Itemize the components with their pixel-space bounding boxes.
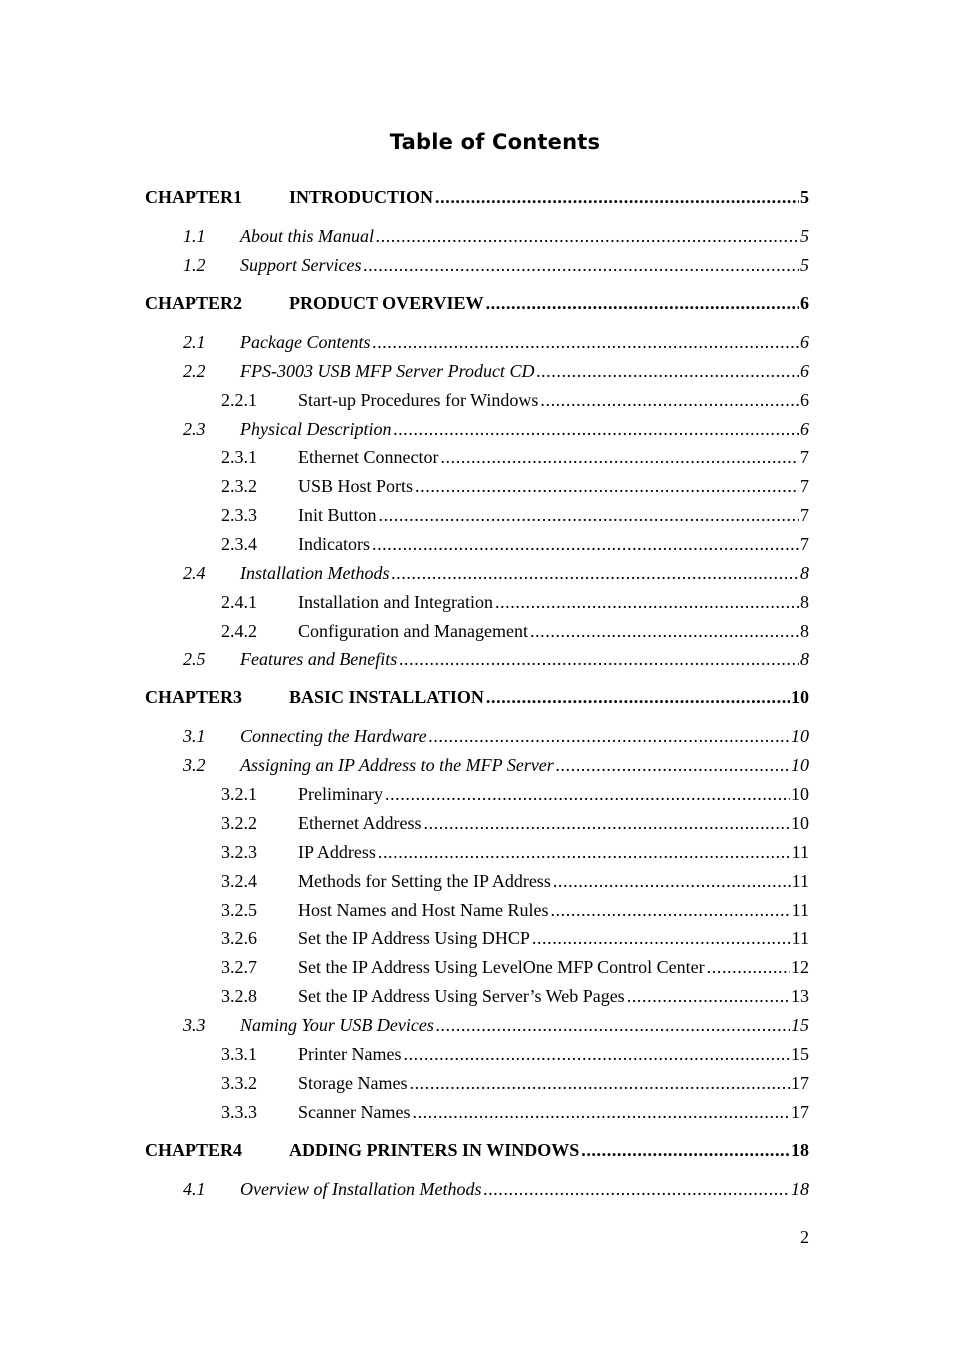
- entry-number: 3.3: [183, 1015, 206, 1035]
- entry-number: 3.2.7: [221, 957, 257, 977]
- entry-title: Assigning an IP Address to the MFP Server: [240, 755, 554, 775]
- toc-subsection-2-4-2[interactable]: [221, 619, 809, 643]
- entry-title: Host Names and Host Name Rules: [298, 900, 549, 920]
- entry-number: 3.2.4: [221, 871, 257, 891]
- entry-page: 7: [800, 447, 809, 467]
- entry-page: 8: [800, 592, 809, 612]
- entry-page: 13: [791, 986, 809, 1006]
- entry-number: 3.2.5: [221, 900, 257, 920]
- entry-page: 10: [791, 813, 809, 833]
- toc-subsection-2-3-4[interactable]: [221, 532, 809, 556]
- dot-leader: [379, 503, 799, 527]
- toc-section-2-1[interactable]: [183, 330, 809, 354]
- entry-title: Connecting the Hardware: [240, 726, 427, 746]
- entry-number: 2.2.1: [221, 390, 257, 410]
- entry-page: 12: [791, 957, 809, 977]
- entry-title: Features and Benefits: [240, 649, 398, 669]
- entry-title: Ethernet Connector: [298, 447, 439, 467]
- entry-title: Ethernet Address: [298, 813, 422, 833]
- entry-number: 2.3.1: [221, 447, 257, 467]
- dot-leader: [556, 753, 790, 777]
- entry-number: CHAPTER2: [145, 293, 243, 313]
- entry-page: 7: [800, 505, 809, 525]
- entry-title: Physical Description: [240, 419, 392, 439]
- entry-page: 6: [800, 332, 809, 352]
- dot-leader: [385, 782, 790, 806]
- entry-page: 11: [791, 900, 809, 920]
- entry-number: CHAPTER1: [145, 187, 243, 207]
- dot-leader: [486, 685, 790, 709]
- toc-subsection-3-2-4[interactable]: [221, 869, 809, 893]
- entry-title: FPS-3003 USB MFP Server Product CD: [240, 361, 535, 381]
- toc-section-1-2[interactable]: [183, 253, 809, 277]
- dot-leader: [378, 840, 791, 864]
- toc-subsection-2-3-3[interactable]: [221, 503, 809, 527]
- entry-number: 3.3.1: [221, 1044, 257, 1064]
- toc-subsection-3-2-8[interactable]: [221, 984, 809, 1008]
- toc-subsection-3-3-3[interactable]: [221, 1100, 809, 1124]
- entry-number: 2.2: [183, 361, 206, 381]
- entry-page: 6: [800, 361, 809, 381]
- entry-number: 2.4: [183, 563, 206, 583]
- toc-chapter-2[interactable]: [145, 291, 809, 315]
- entry-title: Configuration and Management: [298, 621, 528, 641]
- dot-leader: [393, 417, 799, 441]
- entry-number: 2.3: [183, 419, 206, 439]
- toc-subsection-3-2-6[interactable]: [221, 926, 809, 950]
- entry-number: CHAPTER3: [145, 687, 243, 707]
- entry-title: ADDING PRINTERS IN WINDOWS: [289, 1140, 580, 1160]
- entry-page: 17: [791, 1102, 809, 1122]
- entry-page: 15: [791, 1015, 809, 1035]
- page-number: 2: [800, 1227, 809, 1247]
- dot-leader: [409, 1071, 790, 1095]
- dot-leader: [483, 1177, 790, 1201]
- dot-leader: [363, 253, 799, 277]
- toc-chapter-4[interactable]: [145, 1138, 809, 1162]
- dot-leader: [553, 869, 791, 893]
- toc-section-2-2[interactable]: [183, 359, 809, 383]
- entry-title: Set the IP Address Using Server’s Web Pages: [298, 986, 625, 1006]
- toc-subsection-2-3-1[interactable]: [221, 445, 809, 469]
- dot-leader: [372, 532, 799, 556]
- entry-number: 3.2.2: [221, 813, 257, 833]
- dot-leader: [376, 224, 799, 248]
- entry-title: Set the IP Address Using LevelOne MFP Control Center: [298, 957, 705, 977]
- entry-page: 6: [800, 390, 809, 410]
- entry-number: CHAPTER4: [145, 1140, 243, 1160]
- entry-title: Printer Names: [298, 1044, 402, 1064]
- toc-section-2-5[interactable]: [183, 647, 809, 671]
- entry-title: Scanner Names: [298, 1102, 411, 1122]
- toc-section-1-1[interactable]: [183, 224, 809, 248]
- entry-page: 11: [791, 871, 809, 891]
- dot-leader: [372, 330, 799, 354]
- dot-leader: [423, 811, 790, 835]
- toc-subsection-3-2-3[interactable]: [221, 840, 809, 864]
- entry-number: 1.2: [183, 255, 206, 275]
- entry-title: About this Manual: [240, 226, 374, 246]
- entry-number: 3.1: [183, 726, 206, 746]
- entry-number: 2.3.3: [221, 505, 257, 525]
- entry-page: 10: [791, 784, 809, 804]
- entry-page: 18: [791, 1179, 809, 1199]
- toc-subsection-2-3-2[interactable]: [221, 474, 809, 498]
- entry-title: Methods for Setting the IP Address: [298, 871, 551, 891]
- entry-page: 5: [800, 255, 809, 275]
- entry-title: Installation and Integration: [298, 592, 493, 612]
- dot-leader: [392, 561, 800, 585]
- dot-leader: [435, 185, 799, 209]
- entry-page: 6: [800, 293, 809, 313]
- entry-page: 8: [800, 621, 809, 641]
- entry-number: 2.3.2: [221, 476, 257, 496]
- entry-title: Support Services: [240, 255, 362, 275]
- dot-leader: [399, 647, 799, 671]
- entry-title: Overview of Installation Methods: [240, 1179, 482, 1199]
- entry-page: 15: [791, 1044, 809, 1064]
- dot-leader: [429, 724, 790, 748]
- entry-page: 11: [791, 928, 809, 948]
- entry-title: Naming Your USB Devices: [240, 1015, 434, 1035]
- toc-subsection-3-2-7[interactable]: [221, 955, 809, 979]
- entry-page: 7: [800, 534, 809, 554]
- dot-leader: [486, 291, 799, 315]
- dot-leader: [415, 474, 799, 498]
- entry-number: 3.2: [183, 755, 206, 775]
- toc-section-4-1[interactable]: [183, 1177, 809, 1201]
- entry-title: Preliminary: [298, 784, 383, 804]
- entry-page: 6: [800, 419, 809, 439]
- toc-subsection-3-2-2[interactable]: [221, 811, 809, 835]
- entry-number: 3.3.3: [221, 1102, 257, 1122]
- toc-subsection-3-3-2[interactable]: [221, 1071, 809, 1095]
- entry-title: BASIC INSTALLATION: [289, 687, 484, 707]
- toc-subsection-2-4-1[interactable]: [221, 590, 809, 614]
- toc-title: Table of Contents: [389, 130, 601, 154]
- dot-leader: [440, 445, 799, 469]
- entry-page: 8: [800, 649, 809, 669]
- entry-page: 10: [791, 755, 809, 775]
- entry-title: PRODUCT OVERVIEW: [289, 293, 484, 313]
- entry-number: 4.1: [183, 1179, 206, 1199]
- entry-number: 3.2.3: [221, 842, 257, 862]
- dot-leader: [581, 1138, 790, 1162]
- entry-number: 2.4.1: [221, 592, 257, 612]
- entry-number: 2.3.4: [221, 534, 257, 554]
- entry-page: 11: [791, 842, 809, 862]
- dot-leader: [536, 359, 799, 383]
- entry-number: 3.2.8: [221, 986, 257, 1006]
- entry-page: 17: [791, 1073, 809, 1093]
- entry-page: 10: [791, 726, 809, 746]
- dot-leader: [532, 926, 791, 950]
- toc-section-3-1[interactable]: [183, 724, 809, 748]
- entry-page: 5: [800, 187, 809, 207]
- entry-page: 18: [791, 1140, 809, 1160]
- entry-number: 3.3.2: [221, 1073, 257, 1093]
- entry-title: Installation Methods: [240, 563, 390, 583]
- entry-page: 8: [800, 563, 809, 583]
- dot-leader: [495, 590, 799, 614]
- dot-leader: [530, 619, 799, 643]
- toc-chapter-3[interactable]: [145, 685, 809, 709]
- entry-number: 1.1: [183, 226, 206, 246]
- dot-leader: [540, 388, 799, 412]
- toc-subsection-3-3-1[interactable]: [221, 1042, 809, 1066]
- dot-leader: [436, 1013, 790, 1037]
- entry-title: Init Button: [298, 505, 377, 525]
- entry-page: 5: [800, 226, 809, 246]
- dot-leader: [550, 898, 790, 922]
- entry-number: 2.1: [183, 332, 206, 352]
- entry-title: Storage Names: [298, 1073, 408, 1093]
- entry-number: 2.5: [183, 649, 206, 669]
- entry-page: 10: [791, 687, 809, 707]
- toc-subsection-3-2-5[interactable]: [221, 898, 809, 922]
- toc-section-2-4[interactable]: [183, 561, 809, 585]
- entry-page: 7: [800, 476, 809, 496]
- dot-leader: [412, 1100, 790, 1124]
- entry-title: IP Address: [298, 842, 376, 862]
- toc-section-2-3[interactable]: [183, 417, 809, 441]
- dot-leader: [403, 1042, 790, 1066]
- dot-leader: [627, 984, 790, 1008]
- entry-title: Start-up Procedures for Windows: [298, 390, 539, 410]
- entry-title: USB Host Ports: [298, 476, 414, 496]
- entry-title: Indicators: [298, 534, 370, 554]
- toc-section-3-3[interactable]: [183, 1013, 809, 1037]
- toc-section-3-2[interactable]: [183, 753, 809, 777]
- toc-subsection-3-2-1[interactable]: [221, 782, 809, 806]
- entry-number: 3.2.1: [221, 784, 257, 804]
- entry-title: INTRODUCTION: [289, 187, 434, 207]
- entry-number: 2.4.2: [221, 621, 257, 641]
- entry-number: 3.2.6: [221, 928, 257, 948]
- dot-leader: [707, 955, 790, 979]
- entry-title: Package Contents: [240, 332, 371, 352]
- toc-chapter-1[interactable]: [145, 185, 809, 209]
- entry-title: Set the IP Address Using DHCP: [298, 928, 530, 948]
- toc-subsection-2-2-1[interactable]: [221, 388, 809, 412]
